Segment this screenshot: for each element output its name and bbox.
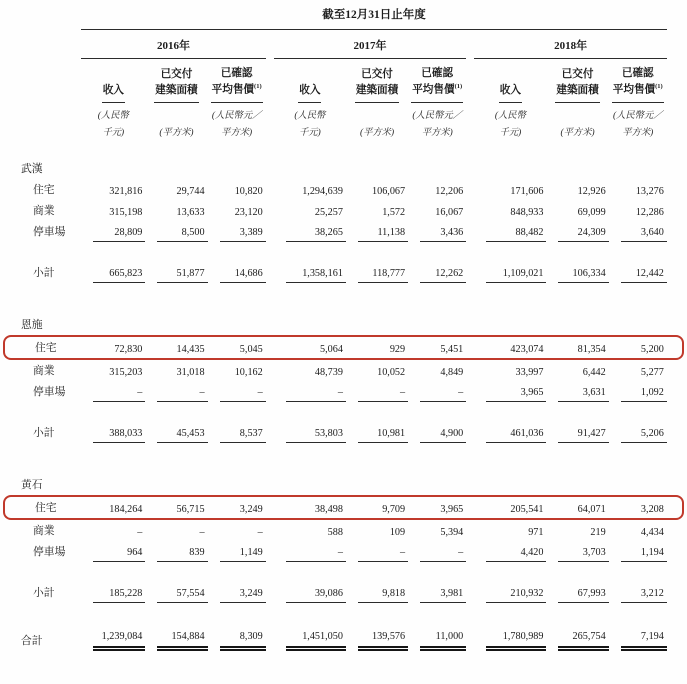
- table-title: 截至12月31日止年度: [81, 6, 667, 30]
- cell-value: 3,965: [486, 384, 546, 402]
- cell-value: 106,067: [372, 185, 406, 197]
- unit-asp-2018: (人民幣元／ 平方米): [612, 111, 663, 139]
- cell-value: 25,257: [314, 206, 343, 218]
- subtotal-label: 小計: [33, 266, 55, 279]
- cell-value: 1,194: [621, 544, 667, 562]
- cell-value: –: [358, 544, 408, 562]
- subtotal-value: 51,877: [157, 265, 207, 283]
- cell-value: –: [286, 384, 346, 402]
- cell-value: 56,715: [176, 503, 205, 515]
- cell-value: 1,572: [382, 206, 406, 218]
- total-label: 合計: [21, 634, 43, 647]
- cell-value: 38,498: [314, 503, 343, 515]
- subtotal-value: 57,554: [157, 585, 207, 603]
- row-label: 住宅: [3, 335, 81, 360]
- cell-value: 33,997: [515, 366, 544, 378]
- subtotal-label: 小計: [33, 586, 55, 599]
- subtotal-value: 210,932: [486, 585, 546, 603]
- grand-total-row: [3, 627, 684, 651]
- cell-value: 1,294,639: [302, 185, 343, 197]
- unit-asp-2017: (人民幣元／ 平方米): [412, 111, 462, 139]
- cell-value: 64,071: [577, 503, 606, 515]
- header-gfa-2016: 已交付 建築面積: [145, 59, 207, 103]
- cell-value: 81,354: [577, 343, 606, 355]
- cell-value: –: [93, 384, 145, 402]
- subtotal-value: 5,206: [621, 425, 667, 443]
- row-label: 商業: [33, 524, 55, 537]
- cell-value: 3,703: [558, 544, 608, 562]
- cell-value: 69,099: [577, 206, 606, 218]
- cell-value: 315,203: [109, 366, 143, 378]
- cell-value: 48,739: [314, 366, 343, 378]
- subtotal-value: 1,109,021: [486, 265, 546, 283]
- cell-value: 9,709: [382, 503, 406, 515]
- subtotal-value: 3,249: [220, 585, 266, 603]
- cell-value: –: [157, 384, 207, 402]
- cell-value: 28,809: [93, 224, 145, 242]
- table-row: [3, 179, 684, 200]
- unit-revenue-2017: (人民幣 千元): [294, 111, 326, 139]
- cell-value: 3,436: [420, 224, 466, 242]
- cell-value: 6,442: [582, 366, 606, 378]
- cell-value: 3,208: [640, 503, 664, 515]
- cell-value: 12,926: [577, 185, 606, 197]
- cell-value: –: [220, 384, 266, 402]
- cell-value: 16,067: [435, 206, 464, 218]
- subtotal-row: [3, 422, 684, 443]
- header-gfa-2018: 已交付 建築面積: [546, 59, 608, 103]
- cell-value: 1,092: [621, 384, 667, 402]
- subtotal-row: [3, 582, 684, 603]
- cell-value: 13,633: [176, 206, 205, 218]
- cell-value: 5,394: [440, 526, 464, 538]
- header-asp-2016: 已確認 平均售價$^{(1)}$: [208, 59, 266, 103]
- header-revenue-2016: 收入: [81, 59, 145, 103]
- cell-value: 12,286: [635, 206, 664, 218]
- subtotal-value: 12,262: [420, 265, 466, 283]
- cell-value: –: [420, 384, 466, 402]
- cell-value: 12,206: [435, 185, 464, 197]
- subtotal-value: 4,900: [420, 425, 466, 443]
- header-asp-2017: 已確認 平均售價$^{(1)}$: [408, 59, 466, 103]
- cell-value: 171,606: [510, 185, 544, 197]
- cell-value: 11,138: [358, 224, 408, 242]
- cell-value: 219: [590, 526, 606, 538]
- subtotal-row: [3, 262, 684, 283]
- subtotal-value: 10,981: [358, 425, 408, 443]
- section-header-enshi: [3, 307, 684, 335]
- cell-value: 3,631: [558, 384, 608, 402]
- cell-value: 321,816: [109, 185, 143, 197]
- subtotal-value: 3,212: [621, 585, 667, 603]
- subtotal-value: 67,993: [558, 585, 608, 603]
- total-value: 1,451,050: [286, 628, 346, 651]
- total-value: 139,576: [358, 628, 408, 651]
- subtotal-value: 45,453: [157, 425, 207, 443]
- year-header-row: [3, 30, 684, 59]
- cell-value: –: [358, 384, 408, 402]
- section-name: 武漢: [21, 162, 43, 175]
- cell-value: 31,018: [176, 366, 205, 378]
- unit-gfa-2017: (平方米): [359, 128, 395, 139]
- footnote-marker: (1): [454, 83, 463, 91]
- cell-value: 13,276: [635, 185, 664, 197]
- header-revenue-2018: 收入: [474, 59, 546, 103]
- cell-value: 848,933: [510, 206, 544, 218]
- total-value: 7,194: [621, 628, 667, 651]
- header-gfa-2017: 已交付 建築面積: [346, 59, 408, 103]
- year-2018-header: 2018年: [474, 30, 667, 59]
- total-value: 1,780,989: [486, 628, 546, 651]
- cell-value: 5,451: [440, 343, 464, 355]
- cell-value: 10,052: [377, 366, 406, 378]
- unit-gfa-2018: (平方米): [560, 128, 595, 139]
- cell-value: 1,149: [220, 544, 266, 562]
- subtotal-value: 91,427: [558, 425, 608, 443]
- unit-revenue-2016: (人民幣 千元): [97, 111, 129, 139]
- row-label: 住宅: [3, 495, 81, 520]
- table-row: [3, 200, 684, 221]
- total-value: 154,884: [157, 628, 207, 651]
- subtotal-label: 小計: [33, 426, 55, 439]
- unit-asp-2016: (人民幣元／ 平方米): [211, 111, 262, 139]
- cell-value: –: [420, 544, 466, 562]
- metric-header-row: [3, 59, 684, 103]
- row-label: 商業: [33, 204, 55, 217]
- table-row: [3, 360, 684, 381]
- cell-value: 14,435: [176, 343, 205, 355]
- subtotal-value: 39,086: [286, 585, 346, 603]
- cell-value: 5,064: [320, 343, 343, 355]
- cell-value: 205,541: [510, 503, 544, 515]
- cell-value: 3,389: [220, 224, 266, 242]
- revenue-gfa-asp-table: [3, 6, 684, 651]
- cell-value: 423,074: [510, 343, 544, 355]
- row-label: 商業: [33, 364, 55, 377]
- section-header-huangshi: [3, 467, 684, 495]
- total-value: 265,754: [558, 628, 608, 651]
- row-label: 停車場: [33, 385, 66, 398]
- subtotal-value: 118,777: [358, 265, 408, 283]
- cell-value: 3,640: [621, 224, 667, 242]
- subtotal-value: 185,228: [93, 585, 145, 603]
- cell-value: 5,277: [640, 366, 664, 378]
- row-label: 停車場: [33, 545, 66, 558]
- cell-value: 588: [327, 526, 343, 538]
- cell-value: 5,045: [239, 343, 263, 355]
- table-row: [3, 520, 684, 541]
- header-revenue-2017: 收入: [274, 59, 346, 103]
- cell-value: 3,965: [440, 503, 464, 515]
- subtotal-value: 8,537: [220, 425, 266, 443]
- cell-value: 8,500: [157, 224, 207, 242]
- subtotal-value: 9,818: [358, 585, 408, 603]
- section-name: 恩施: [21, 318, 43, 331]
- cell-value: 839: [157, 544, 207, 562]
- table-row: [3, 541, 684, 562]
- table-title-row: [3, 6, 684, 30]
- cell-value: 38,265: [286, 224, 346, 242]
- section-header-wuhan: [3, 151, 684, 179]
- cell-value: 4,434: [640, 526, 664, 538]
- cell-value: 4,420: [486, 544, 546, 562]
- table-row-highlighted: [3, 495, 684, 520]
- subtotal-value: 12,442: [621, 265, 667, 283]
- cell-value: –: [137, 526, 143, 538]
- table-row: [3, 381, 684, 402]
- cell-value: 10,162: [234, 366, 263, 378]
- footnote-marker: (1): [254, 83, 262, 91]
- subtotal-value: 3,981: [420, 585, 466, 603]
- row-label: 住宅: [33, 183, 55, 196]
- cell-value: 23,120: [234, 206, 263, 218]
- cell-value: 3,249: [239, 503, 263, 515]
- cell-value: 964: [93, 544, 145, 562]
- cell-value: 24,309: [558, 224, 608, 242]
- subtotal-value: 665,823: [93, 265, 145, 283]
- row-label: 停車場: [33, 225, 66, 238]
- table-row: [3, 221, 684, 242]
- cell-value: 88,482: [486, 224, 546, 242]
- header-asp-2018: 已確認 平均售價$^{(1)}$: [609, 59, 667, 103]
- total-value: 8,309: [220, 628, 266, 651]
- section-name: 黄石: [21, 478, 43, 491]
- year-2017-header: 2017年: [274, 30, 467, 59]
- total-value: 1,239,084: [93, 628, 145, 651]
- cell-value: 315,198: [109, 206, 143, 218]
- subtotal-value: 53,803: [286, 425, 346, 443]
- cell-value: 29,744: [176, 185, 205, 197]
- table-row-highlighted: [3, 335, 684, 360]
- subtotal-value: 14,686: [220, 265, 266, 283]
- unit-gfa-2016: (平方米): [159, 128, 194, 139]
- subtotal-value: 461,036: [486, 425, 546, 443]
- cell-value: 184,264: [109, 503, 143, 515]
- year-2016-header: 2016年: [81, 30, 266, 59]
- cell-value: –: [257, 526, 263, 538]
- total-value: 11,000: [420, 628, 466, 651]
- unit-row: [3, 103, 684, 150]
- cell-value: 971: [528, 526, 544, 538]
- cell-value: 109: [389, 526, 406, 538]
- cell-value: –: [199, 526, 205, 538]
- cell-value: 4,849: [440, 366, 464, 378]
- cell-value: –: [286, 544, 346, 562]
- footnote-marker: (1): [655, 83, 663, 91]
- subtotal-value: 388,033: [93, 425, 145, 443]
- subtotal-value: 1,358,161: [286, 265, 346, 283]
- cell-value: 10,820: [234, 185, 263, 197]
- cell-value: 929: [389, 343, 406, 355]
- subtotal-value: 106,334: [558, 265, 608, 283]
- cell-value: 5,200: [640, 343, 664, 355]
- unit-revenue-2018: (人民幣 千元): [494, 111, 526, 139]
- cell-value: 72,830: [114, 343, 143, 355]
